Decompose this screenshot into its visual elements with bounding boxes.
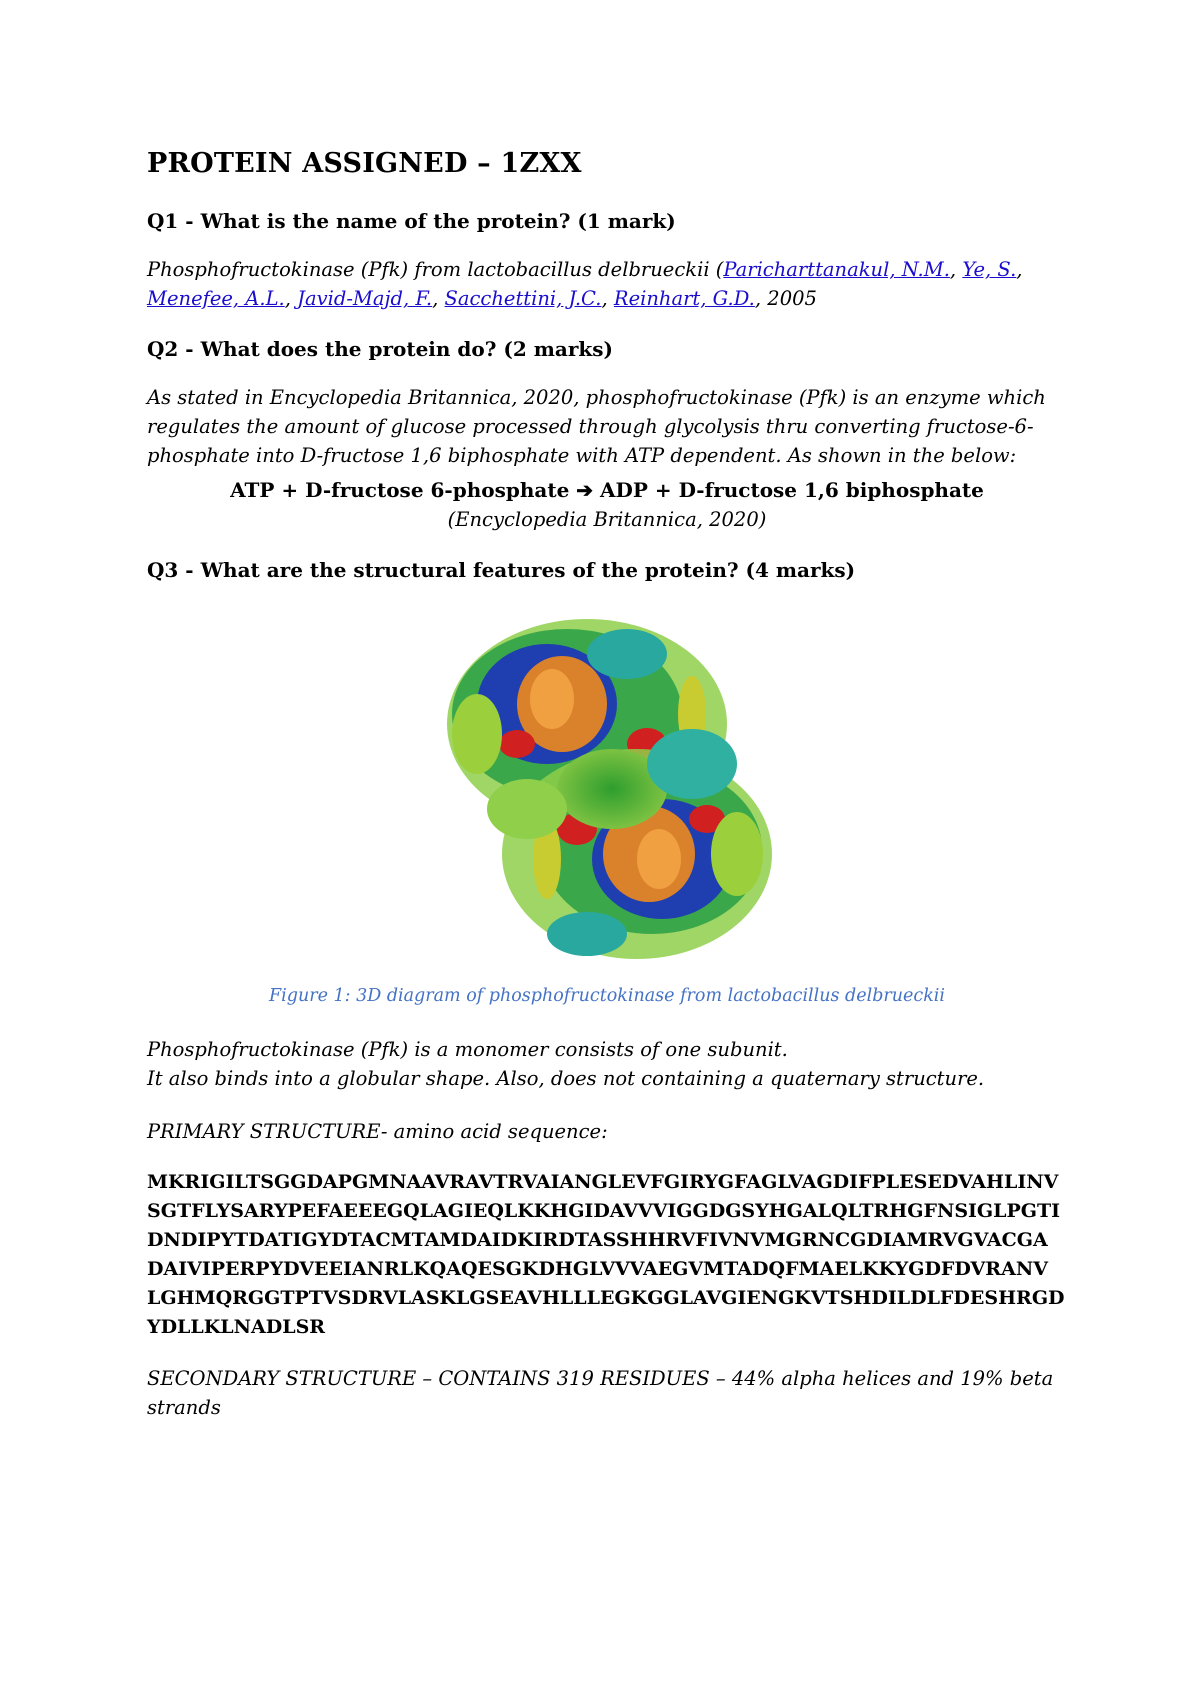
sequence-line: MKRIGILTSGGDAPGMNAAVRAVTRVAIANGLEVFGIRYGFAGLVAGDIFPLESEDVAHLINV — [147, 1171, 1059, 1193]
structure-description-1: Phosphofructokinase (Pfk) is a monomer consists of one subunit. — [147, 1038, 788, 1061]
protein-structure-image — [437, 604, 777, 974]
secondary-structure: SECONDARY STRUCTURE – CONTAINS 319 RESIDUES – 44% alpha helices and 19% beta strands — [147, 1367, 1054, 1419]
sequence-line: SGTFLYSARYPEFAEEEGQLAGIEQLKKHGIDAVVVIGGDGSYHGALQLTRHGFNSIGLPGTI — [147, 1200, 1061, 1222]
author-link-1[interactable]: Paricharttanakul, N.M. — [723, 258, 950, 281]
answer-2: As stated in Encyclopedia Britannica, 2020, phosphofructokinase (Pfk) is an enzyme which regulates the amount of glucose processed through glycolysis thru converting fructose-6-phosphate into D-fructose 1,6 biphosphate with ATP dependent. As shown in the below: — [147, 386, 1046, 467]
author-link-6[interactable]: Reinhart, G.D. — [613, 287, 755, 310]
author-link-2[interactable]: Ye, S. — [962, 258, 1017, 281]
answer-1: Phosphofructokinase (Pfk) from lactobacillus delbrueckii (Paricharttanakul, N.M., Ye, S., Menefee, A.L., Javid-Majd, F., Sacchettini, J.C., Reinhart, G.D., 2005 — [147, 258, 1023, 310]
citation-year: 2005 — [767, 287, 817, 310]
sequence-line: DAIVIPERPYDVEEIANRLKQAQESGKDHGLVVVAEGVMTADQFMAELKKYGDFDVRANV — [147, 1258, 1048, 1280]
primary-structure-label: PRIMARY STRUCTURE- amino acid sequence: — [147, 1120, 608, 1143]
author-link-5[interactable]: Sacchettini, J.C. — [444, 287, 602, 310]
sequence-line: DNDIPYTDATIGYDTACMTAMDAIDKIRDTASSHHRVFIVNVMGRNCGDIAMRVGVACGA — [147, 1229, 1048, 1251]
equation-source: (Encyclopedia Britannica, 2020) — [447, 508, 767, 531]
sequence-line: YDLLKLNADLSR — [147, 1316, 326, 1338]
structure-description-2: It also binds into a globular shape. Also, does not containing a quaternary structure. — [147, 1067, 985, 1090]
sequence-line: LGHMQRGGTPTVSDRVLASKLGSEAVHLLLEGKGGLAVGIENGKVTSHDILDLFDESHRGD — [147, 1287, 1065, 1309]
author-link-4[interactable]: Javid-Majd, F. — [297, 287, 433, 310]
protein-figure — [147, 604, 1067, 1011]
page-title: PROTEIN ASSIGNED – 1ZXX — [147, 148, 582, 179]
reaction-products: ADP + D-fructose 1,6 biphosphate — [600, 478, 984, 502]
amino-acid-sequence — [147, 1168, 1067, 1342]
author-link-3[interactable]: Menefee, A.L. — [147, 287, 285, 310]
reaction-equation — [147, 476, 1067, 505]
question-1: Q1 - What is the name of the protein? (1 mark) — [147, 209, 676, 233]
arrow-icon: ➔ — [576, 478, 594, 502]
question-2: Q2 - What does the protein do? (2 marks) — [147, 337, 613, 361]
reaction-reactants: ATP + D-fructose 6-phosphate — [230, 478, 570, 502]
question-3: Q3 - What are the structural features of the protein? (4 marks) — [147, 558, 856, 582]
document-body — [147, 148, 1067, 1422]
answer-1-text: Phosphofructokinase (Pfk) from lactobacillus delbrueckii ( — [147, 258, 724, 281]
figure-caption: Figure 1: 3D diagram of phosphofructokinase from lactobacillus delbrueckii — [269, 986, 945, 1006]
